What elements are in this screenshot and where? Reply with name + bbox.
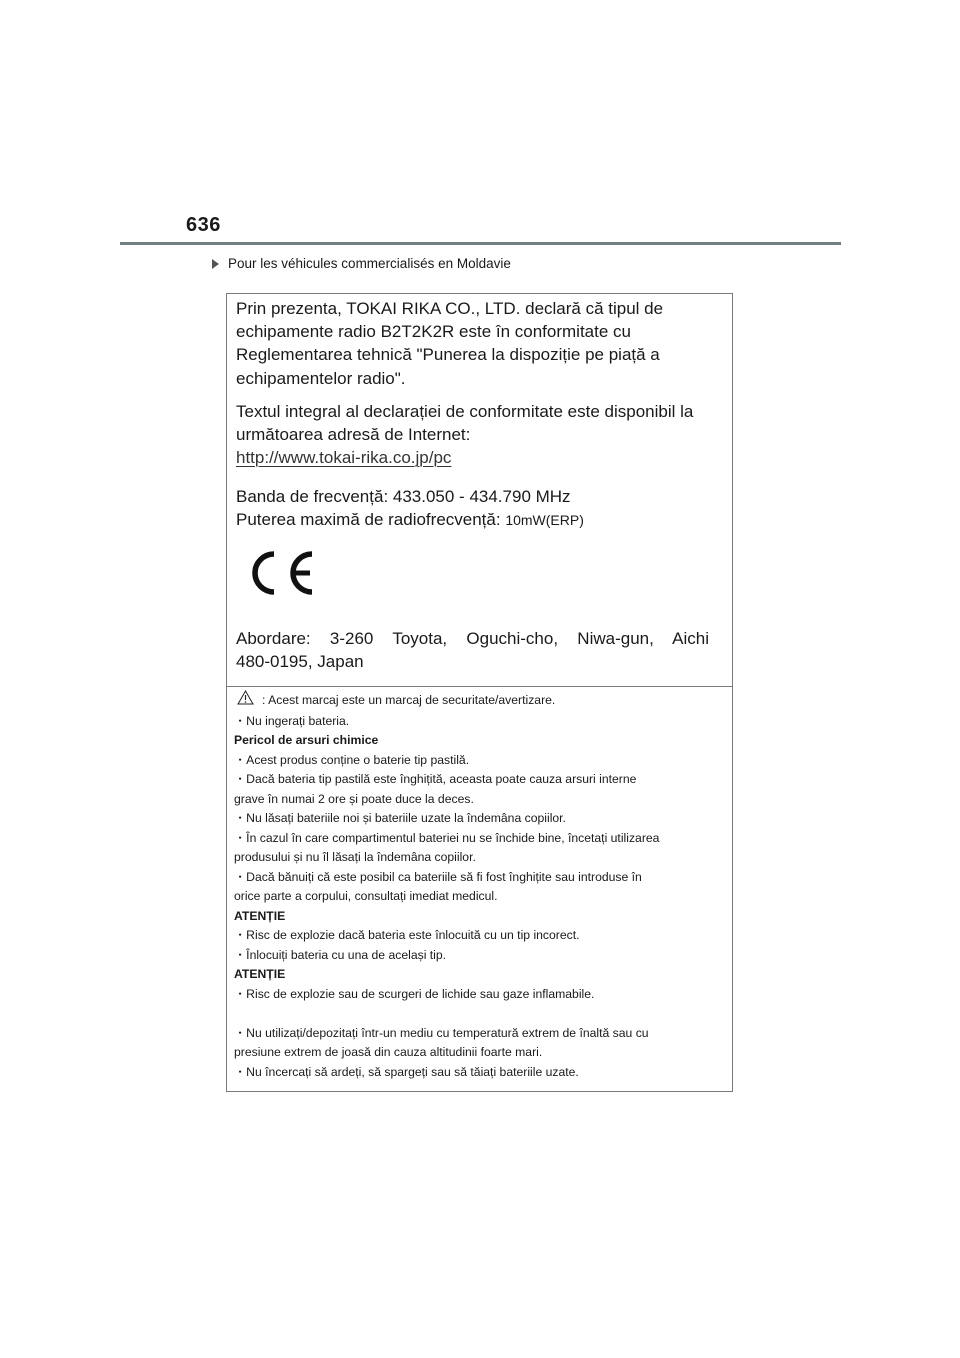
warning-line: ・Nu încercați să ardeți, să spargeți sau să tăiați bateriile uzate. xyxy=(234,1064,579,1079)
warning-line: produsului și nu îl lăsați la îndemâna copiilor. xyxy=(234,850,476,864)
declaration-paragraph: Prin prezenta, TOKAI RIKA CO., LTD. declară că tipul de echipamente radio B2T2K2R este în conformitate cu Reglementarea tehnică "Punerea la dispoziție pe piață a echipamentelor radio". xyxy=(236,299,664,388)
warning-heading: ATENȚIE xyxy=(234,967,286,981)
warning-line: ・Dacă bateria tip pastilă este înghițită, aceasta poate cauza arsuri interne xyxy=(234,772,637,786)
ce-mark-icon xyxy=(242,548,316,604)
warning-line: ・Înlocuiți bateria cu una de același tip. xyxy=(234,947,447,962)
warning-line: orice parte a corpului, consultați imediat medicul. xyxy=(234,889,498,903)
page-number: 636 xyxy=(186,214,221,236)
warning-line: ・În cazul în care compartimentul bateriei nu se închide bine, încetați utilizarea xyxy=(234,830,660,845)
warning-line: presiune extrem de joasă din cauza altitudinii foarte mari. xyxy=(234,1045,543,1059)
warning-heading: ATENȚIE xyxy=(234,908,286,923)
section-marker-icon xyxy=(212,259,219,269)
power-value: 10mW(ERP) xyxy=(505,512,584,529)
blank-line xyxy=(234,1004,724,1024)
warning-line: ・Risc de explozie sau de scurgeri de lichide sau gaze inflamabile. xyxy=(234,986,595,1001)
power-label: Puterea maximă de radiofrecvență: xyxy=(236,510,506,530)
declaration-link[interactable]: http://www.tokai-rika.co.jp/pc xyxy=(236,448,452,467)
warnings-section xyxy=(234,690,724,1082)
address-line-1: Abordare: 3-260 Toyota, Oguchi-cho, Niwa-gun, Aichi xyxy=(236,629,709,648)
symbol-note-text: : Acest marcaj este un marcaj de securitate/avertizare. xyxy=(262,693,556,707)
address-line-2: 480-0195, Japan xyxy=(236,652,364,671)
box-divider xyxy=(227,686,732,687)
header-rule xyxy=(120,242,841,245)
warning-triangle-icon xyxy=(237,690,254,712)
frequency-info xyxy=(236,485,709,532)
warning-line: ・Acest produs conține o baterie tip pastilă. xyxy=(234,752,470,767)
warning-line: grave în numai 2 ore și poate duce la deces. xyxy=(234,791,474,806)
warning-line: ・Nu ingerați bateria. xyxy=(234,713,350,728)
warning-line: ・Risc de explozie dacă bateria este înlocuită cu un tip incorect. xyxy=(234,928,580,942)
symbol-note xyxy=(234,690,724,712)
declaration-box xyxy=(226,293,733,1092)
warning-line: ・Dacă bănuiți că este posibil ca bateriile să fi fost înghițite sau introduse în xyxy=(234,869,642,884)
section-title xyxy=(212,256,511,271)
warning-line: ・Nu utilizați/depozitați într-un mediu cu temperatură extrem de înaltă sau cu xyxy=(234,1025,649,1040)
section-title-text: Pour les véhicules commercialisés en Moldavie xyxy=(228,256,511,271)
frequency-band: Banda de frecvență: 433.050 - 434.790 MHz xyxy=(236,487,571,506)
warning-line: ・Nu lăsați bateriile noi și bateriile uzate la îndemâna copiilor. xyxy=(234,811,566,825)
warning-heading: Pericol de arsuri chimice xyxy=(234,733,379,747)
declaration-availability: Textul integral al declarației de conformitate este disponibil la următoarea adresă de Internet: xyxy=(236,402,694,445)
